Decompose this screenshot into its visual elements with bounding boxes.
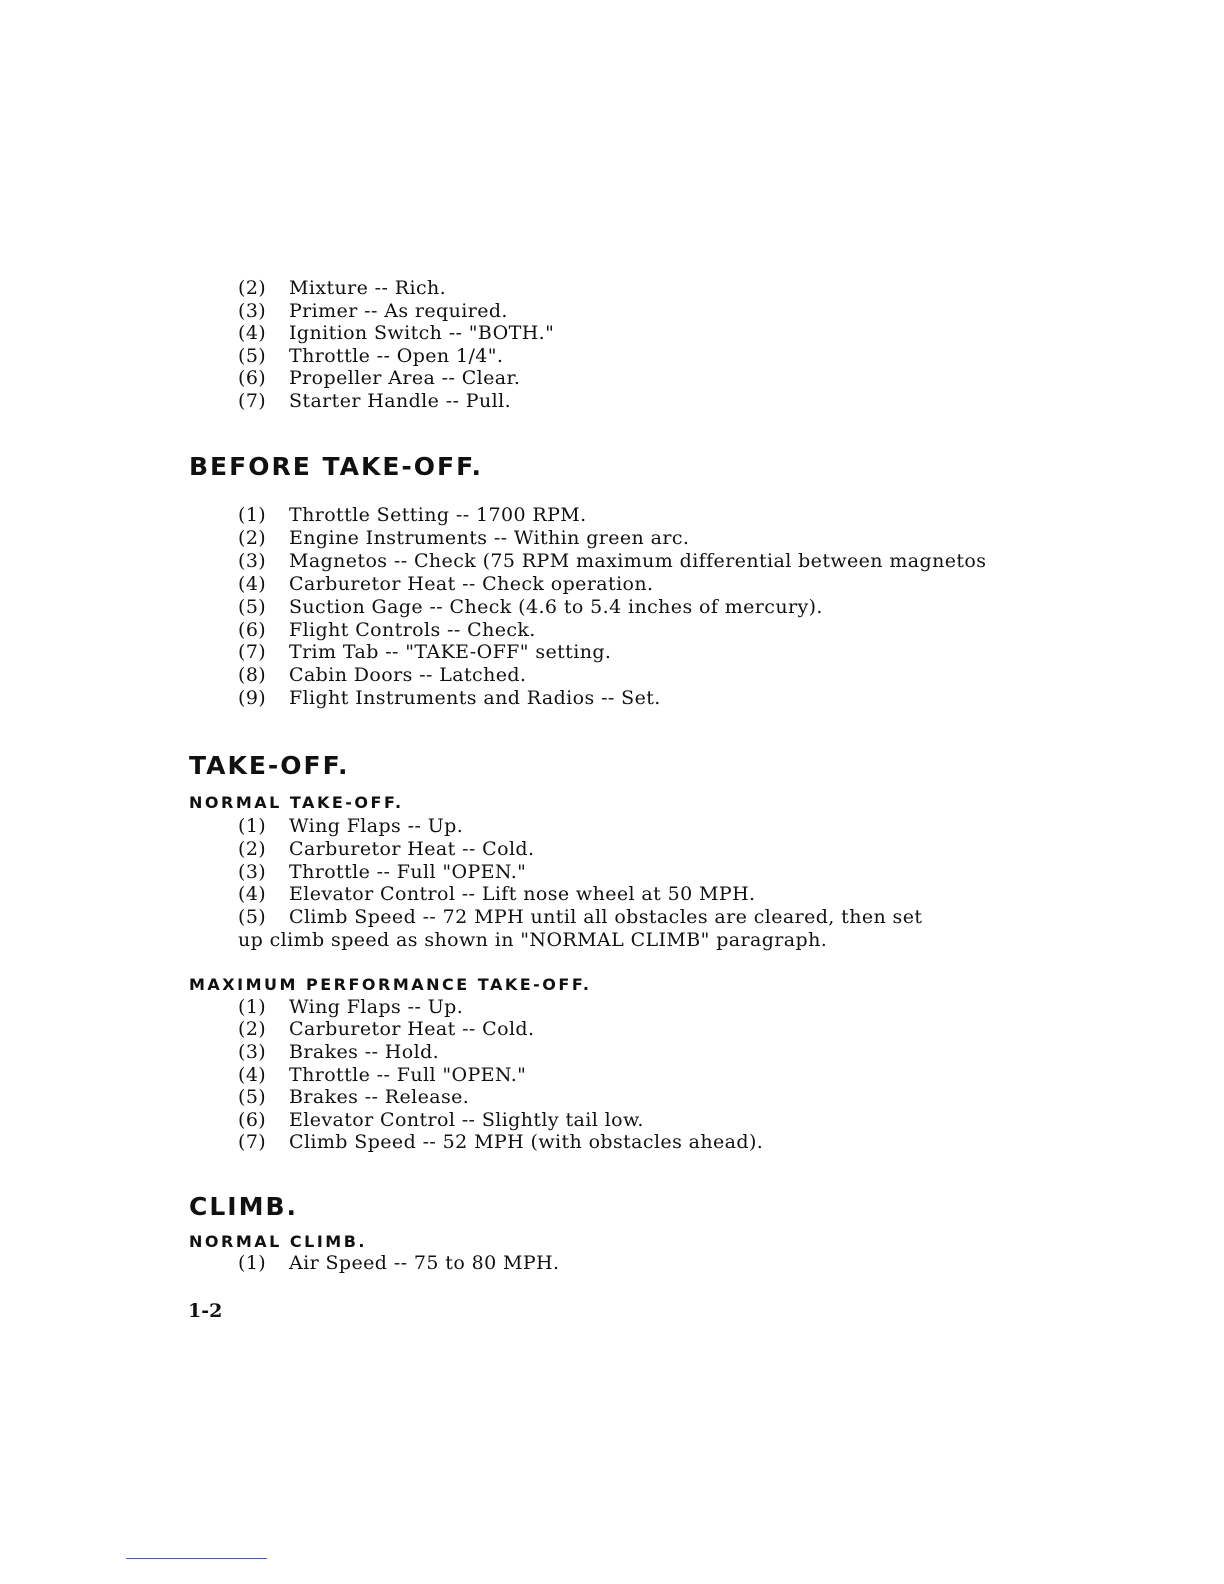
list-item — [238, 596, 823, 619]
item-number: (3) — [238, 300, 267, 322]
item-number: (7) — [238, 1131, 267, 1153]
item-number: (6) — [238, 1109, 267, 1131]
item-text: Suction Gage -- Check (4.6 to 5.4 inches of mercury). — [289, 596, 823, 618]
item-number: (4) — [238, 322, 267, 344]
item-number: (2) — [238, 838, 267, 860]
item-number: (4) — [238, 1064, 267, 1086]
list-item — [238, 390, 511, 413]
footer-rule — [126, 1558, 267, 1559]
item-text: Engine Instruments -- Within green arc. — [289, 527, 690, 549]
item-number: (2) — [238, 277, 267, 299]
list-item — [238, 619, 536, 642]
list-item — [238, 1018, 534, 1041]
list-item — [238, 550, 986, 573]
item-text: Ignition Switch -- "BOTH." — [289, 322, 555, 344]
item-text: Throttle -- Full "OPEN." — [289, 1064, 527, 1086]
list-item — [238, 687, 661, 710]
item-number: (3) — [238, 1041, 267, 1063]
list-item — [238, 345, 503, 368]
list-item — [238, 367, 520, 390]
section-heading-takeoff: TAKE-OFF. — [189, 751, 350, 780]
list-item — [238, 504, 587, 527]
item-text: Cabin Doors -- Latched. — [289, 664, 527, 686]
item-number: (3) — [238, 861, 267, 883]
item-number: (8) — [238, 664, 267, 686]
subsection-heading-normal-climb: NORMAL CLIMB. — [189, 1232, 367, 1251]
item-number: (5) — [238, 596, 267, 618]
list-item — [238, 861, 526, 884]
item-number: (2) — [238, 1018, 267, 1040]
list-item — [238, 641, 611, 664]
item-text: Climb Speed -- 52 MPH (with obstacles ahead). — [289, 1131, 764, 1153]
item-number: (1) — [238, 815, 267, 837]
item-number: (6) — [238, 367, 267, 389]
item-text: Wing Flaps -- Up. — [289, 815, 464, 837]
list-item — [238, 838, 534, 861]
item-text: Mixture -- Rich. — [289, 277, 447, 299]
item-text: Elevator Control -- Lift nose wheel at 50 MPH. — [289, 883, 756, 905]
item-text: Propeller Area -- Clear. — [289, 367, 521, 389]
item-text: Carburetor Heat -- Cold. — [289, 1018, 535, 1040]
item-text: Trim Tab -- "TAKE-OFF" setting. — [289, 641, 612, 663]
page-number: 1-2 — [188, 1300, 223, 1322]
item-number: (9) — [238, 687, 267, 709]
list-item — [238, 1041, 439, 1064]
list-item — [238, 527, 689, 550]
continuation-text: up climb speed as shown in "NORMAL CLIMB" paragraph. — [238, 929, 828, 951]
item-text: Starter Handle -- Pull. — [289, 390, 512, 412]
list-item — [238, 664, 526, 687]
item-number: (6) — [238, 619, 267, 641]
item-text: Magnetos -- Check (75 RPM maximum differential between magnetos — [289, 550, 987, 572]
item-number: (4) — [238, 573, 267, 595]
item-number: (1) — [238, 996, 267, 1018]
subsection-heading-maximum-takeoff: MAXIMUM PERFORMANCE TAKE-OFF. — [189, 975, 592, 994]
item-number: (7) — [238, 641, 267, 663]
section-heading-climb: CLIMB. — [189, 1192, 299, 1221]
list-item — [238, 883, 756, 906]
list-item — [238, 1109, 644, 1132]
item-text: Elevator Control -- Slightly tail low. — [289, 1109, 644, 1131]
item-text: Primer -- As required. — [289, 300, 508, 322]
item-number: (4) — [238, 883, 267, 905]
item-number: (7) — [238, 390, 267, 412]
item-text: Climb Speed -- 72 MPH until all obstacles are cleared, then set — [289, 906, 923, 928]
item-number: (5) — [238, 906, 267, 928]
item-text: Carburetor Heat -- Cold. — [289, 838, 535, 860]
list-item — [238, 1252, 559, 1275]
item-text: Flight Controls -- Check. — [289, 619, 536, 641]
item-text: Throttle Setting -- 1700 RPM. — [289, 504, 587, 526]
item-number: (1) — [238, 1252, 267, 1274]
list-item — [238, 815, 463, 838]
list-item — [238, 277, 446, 300]
list-item — [238, 996, 463, 1019]
item-number: (2) — [238, 527, 267, 549]
list-item — [238, 322, 554, 345]
subsection-heading-normal-takeoff: NORMAL TAKE-OFF. — [189, 793, 404, 812]
item-text: Brakes -- Hold. — [289, 1041, 440, 1063]
item-text: Throttle -- Full "OPEN." — [289, 861, 527, 883]
list-item — [238, 573, 653, 596]
section-heading-before-takeoff: BEFORE TAKE-OFF. — [189, 452, 484, 481]
list-item — [238, 1086, 469, 1109]
item-text: Wing Flaps -- Up. — [289, 996, 464, 1018]
item-number: (3) — [238, 550, 267, 572]
item-text: Throttle -- Open 1/4". — [289, 345, 504, 367]
item-number: (1) — [238, 504, 267, 526]
item-text: Flight Instruments and Radios -- Set. — [289, 687, 661, 709]
item-text: Brakes -- Release. — [289, 1086, 470, 1108]
item-text: Carburetor Heat -- Check operation. — [289, 573, 654, 595]
list-item — [238, 1131, 763, 1154]
list-item — [238, 906, 922, 929]
list-item — [238, 1064, 526, 1087]
item-number: (5) — [238, 345, 267, 367]
item-text: Air Speed -- 75 to 80 MPH. — [289, 1252, 560, 1274]
list-item — [238, 300, 508, 323]
item-number: (5) — [238, 1086, 267, 1108]
